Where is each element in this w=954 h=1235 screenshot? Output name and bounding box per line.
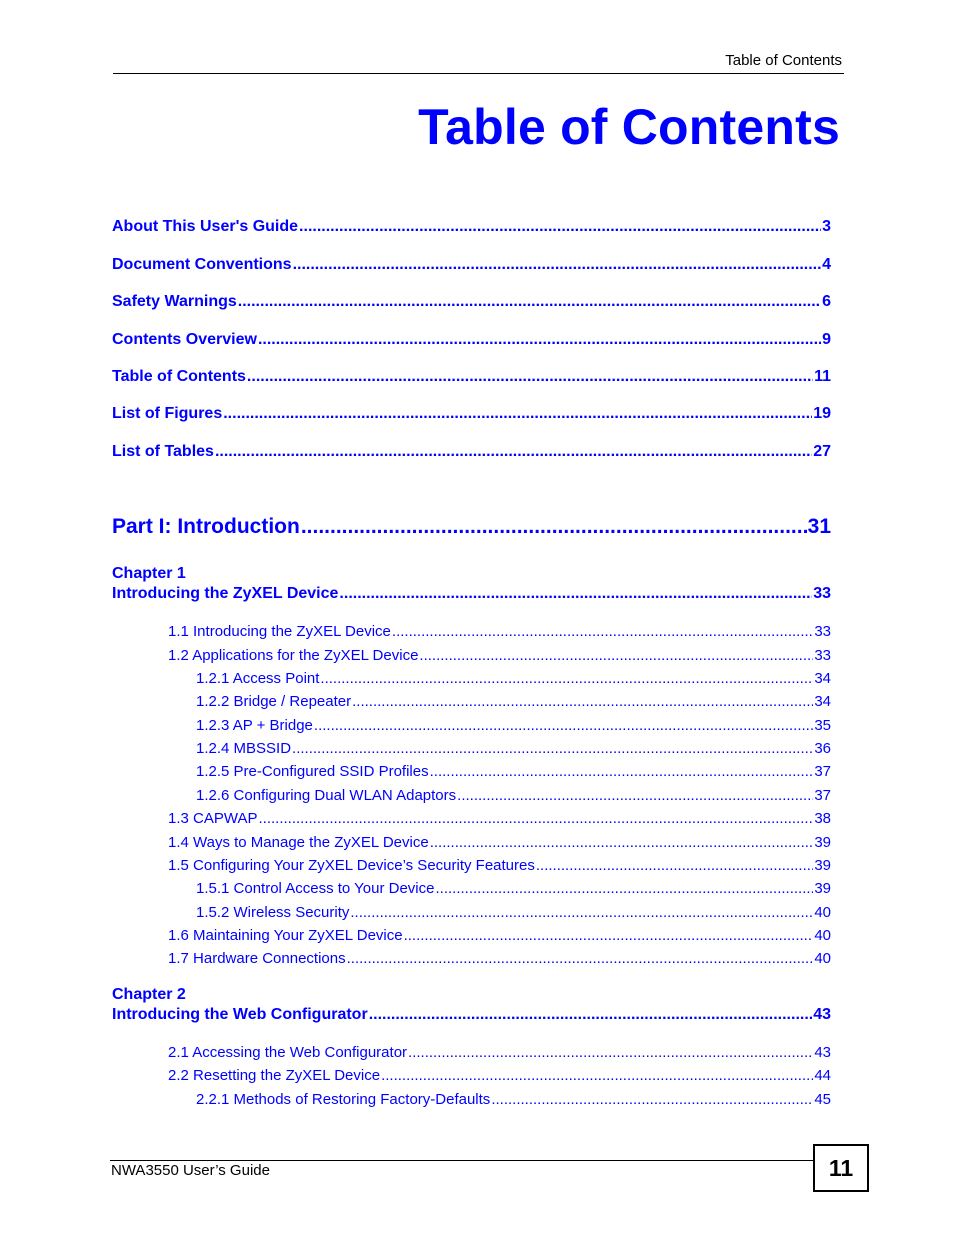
toc-section-2-1[interactable]: 2.1 Accessing the Web Configurator ..... 43 (168, 1044, 831, 1061)
toc-section-1-5[interactable]: 1.5 Configuring Your ZyXEL Device’s Security Features ..... 39 (168, 857, 831, 874)
toc-entry-about-guide[interactable]: About This User's Guide ..... 3 (112, 218, 831, 236)
toc-section-1-7[interactable]: 1.7 Hardware Connections ..... 40 (168, 950, 831, 967)
toc-entry-contents-overview[interactable]: Contents Overview ..... 9 (112, 331, 831, 349)
chapter-2-label: Chapter 2 (112, 986, 186, 1003)
toc-section-1-2-5[interactable]: 1.2.5 Pre-Configured SSID Profiles ..... 37 (196, 763, 831, 780)
toc-section-1-2-2[interactable]: 1.2.2 Bridge / Repeater ..... 34 (196, 693, 831, 710)
page-number: 11 (828, 1154, 854, 1181)
toc-entry-safety-warnings[interactable]: Safety Warnings ..... 6 (112, 293, 831, 311)
toc-chapter-1[interactable]: Introducing the ZyXEL Device ..... 33 (112, 585, 831, 603)
toc-section-1-2-4[interactable]: 1.2.4 MBSSID ..... 36 (196, 740, 831, 757)
toc-entry-table-of-contents[interactable]: Table of Contents ..... 11 (112, 368, 831, 386)
page-title: Table of Contents (418, 99, 840, 155)
toc-chapter-2[interactable]: Introducing the Web Configurator ..... 43 (112, 1006, 831, 1024)
toc-section-1-1[interactable]: 1.1 Introducing the ZyXEL Device ..... 33 (168, 623, 831, 640)
running-header: Table of Contents (725, 52, 842, 69)
toc-section-1-4[interactable]: 1.4 Ways to Manage the ZyXEL Device ..... 39 (168, 834, 831, 851)
toc-section-1-2-3[interactable]: 1.2.3 AP + Bridge ..... 35 (196, 717, 831, 734)
toc-section-1-6[interactable]: 1.6 Maintaining Your ZyXEL Device ..... 40 (168, 927, 831, 944)
chapter-1-label: Chapter 1 (112, 565, 186, 582)
toc-section-1-2[interactable]: 1.2 Applications for the ZyXEL Device ..... 33 (168, 647, 831, 664)
toc-entry-list-of-tables[interactable]: List of Tables ..... 27 (112, 443, 831, 461)
toc-list (112, 0, 831, 1235)
toc-entry-list-of-figures[interactable]: List of Figures ..... 19 (112, 405, 831, 423)
page-number-box (813, 1144, 869, 1192)
toc-section-2-2-1[interactable]: 2.2.1 Methods of Restoring Factory-Defaults ..... 45 (196, 1091, 831, 1108)
footer-divider (110, 1160, 814, 1161)
toc-section-1-2-1[interactable]: 1.2.1 Access Point ..... 34 (196, 670, 831, 687)
toc-section-1-3[interactable]: 1.3 CAPWAP ..... 38 (168, 810, 831, 827)
toc-section-1-5-1[interactable]: 1.5.1 Control Access to Your Device ..... 39 (196, 880, 831, 897)
toc-entry-document-conventions[interactable]: Document Conventions ..... 4 (112, 256, 831, 274)
toc-part-introduction[interactable]: Part I: Introduction ..... 31 (112, 515, 831, 539)
footer-guide-name: NWA3550 User’s Guide (111, 1162, 270, 1179)
toc-section-2-2[interactable]: 2.2 Resetting the ZyXEL Device ..... 44 (168, 1067, 831, 1084)
toc-section-1-2-6[interactable]: 1.2.6 Configuring Dual WLAN Adaptors ..... 37 (196, 787, 831, 804)
toc-section-1-5-2[interactable]: 1.5.2 Wireless Security ..... 40 (196, 904, 831, 921)
